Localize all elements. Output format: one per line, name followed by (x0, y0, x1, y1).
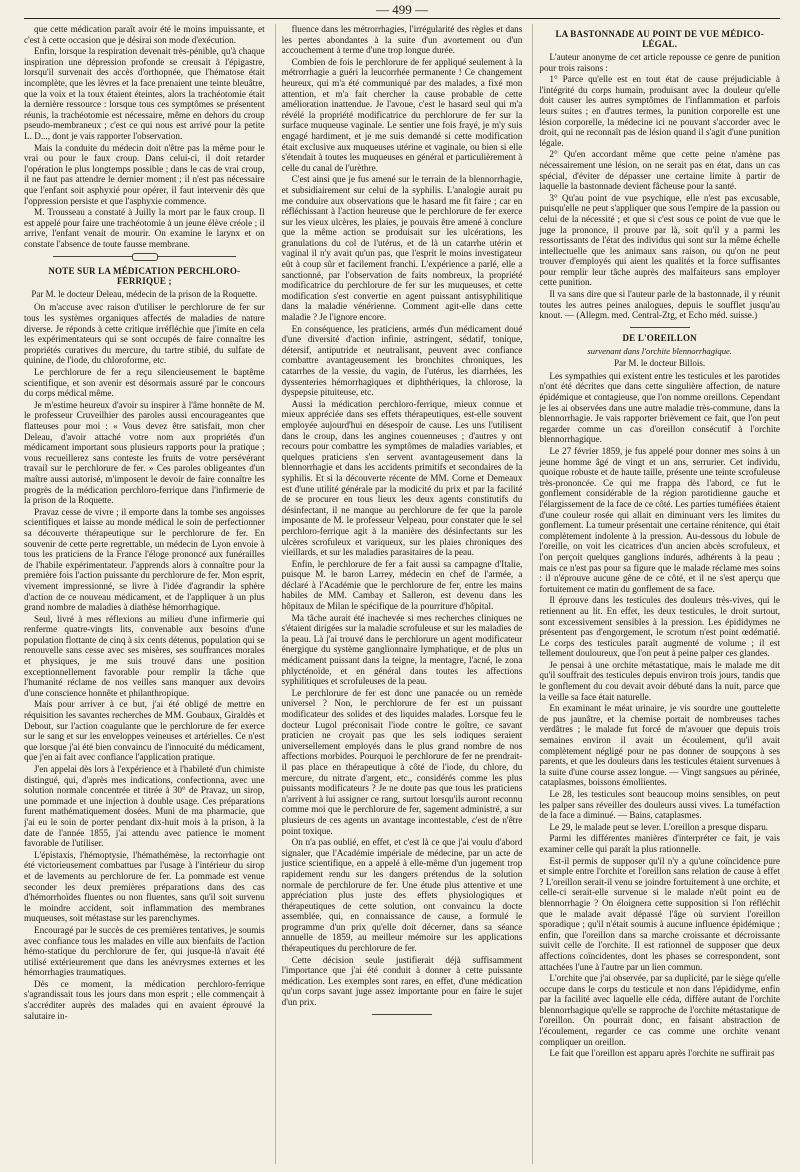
ornament-divider (24, 253, 265, 261)
paragraph: 2° Qu'en accordant même que cette peine n'amène pas nécessairement une lésion, on ne serait pas en état, dans un cas spécial, d'éviter de dépasser une certaine limite à partir de laquelle la bastonnade devient fâcheuse pour la santé. (539, 149, 781, 192)
paragraph: Mais la conduite du médecin doit n'être pas la même pour le vrai ou pour le faux croup. Dans celui-ci, il doit retarder l'opération le plus longtemps possible ; dans le cas de vrai croup, il ne faut pas attendre le dernier moment ; il n'est pas nécessaire que l'enfant soit asphyxié pour opérer, il faut intervenir dès que l'oppression persiste et que l'asphyxie commence. (24, 142, 265, 206)
paragraph: Enfin, lorsque la respiration devenait très-pénible, qu'à chaque inspiration une dépression profonde se creusait à l'épigastre, lorsqu'il survenait des accès d'orthopnée, que l'hématose était incomplète, que les lèvres et la face prenaient une teinte bleuâtre, que la voix et la toux étaient éteintes, alors la trachéotomie était la dernière ressource : lorsque tous ces symptômes se présentent réunis, la trachéotomie est nécessaire, même en dehors du croup pseudo-membraneux ; c'est ce qui nous est arrivé pour la petite L. D..., dont je vais rapporter l'observation. (24, 46, 265, 141)
paragraph: L'orchite que j'ai observée, par sa duplicité, par le siège qu'elle occupe dans le corps du testicule et non dans l'épididyme, enfin par la facilité avec laquelle elle céda, diffère autant de l'orchite blennorrhagique qu'elle se rapproche de l'orchite métastatique de l'oreillon. On pourrait donc, en faisant abstraction de l'écoulement, regarder ce cas comme une orchite venant compliquer un oreillon. (539, 973, 781, 1047)
paragraph: En examinant le méat urinaire, je vis sourdre une gouttelette de pus jaunâtre, et la chemise portait de nombreuses taches verdâtres ; le malade fut forcé de m'avouer que depuis trois semaines environ il avait un écoulement, qu'il avait complètement négligé pour ne pas donner de soupçons à ses parents, et que les douleurs dans les testicules étaient survenues à la suite d'une course assez longue. — Vingt sangsues au périnée, cataplasmes, boissons émollientes. (539, 703, 781, 788)
paragraph: Le 28, les testicules sont beaucoup moins sensibles, on peut les palper sans réveiller des douleurs aussi vives. La tuméfaction de la face a diminué. — Bains, cataplasmes. (539, 789, 781, 821)
paragraph: C'est ainsi que je fus amené sur le terrain de la blennorrhagie, et subsidiairement sur celui de la syphilis. L'analogie aurait pu me conduire aux observations que le hasard me fit faire ; car en réfléchissant à l'action heureuse que le perchlorure de fer exerce sur les vieux ulcères, les plaies, je pouvais être amené à conclure que la même action se produisait sur les ulcérations, les granulations du col de l'utérus, et de là un catarrhe utérin et vaginal il n'y avait qu'un pas, que l'esprit le moins investigateur eût à coup sûr et facilement franchi. L'expérience a parlé, elle a sanctionné, par l'observation de faits nombreux, la propriété modificatrice du perchlorure de fer sur les muqueuses, et cette modification s'est convertie en agent puissant antisyphilitique dans la maladie vénérienne. Comment agit-elle dans cette maladie ? Je l'ignore encore. (281, 174, 523, 323)
paragraph: Dès ce moment, la médication perchloro-ferrique s'agrandissait tous les jours dans mon esprit ; elle commençait à s'accréditer auprès des malades qui en avaient éprouvé la salutaire in- (24, 978, 265, 1021)
paragraph: Est-il permis de supposer qu'il n'y a qu'une coïncidence pure et simple entre l'orchite et l'oreillon sans relation de cause à effet ? L'oreillon serait-il venu se joindre fortuitement à une orchite, et celle-ci serait-elle survenue si le malade n'eût point eu de blennorrhagie ? On éloignera cette supposition si l'on réfléchit que le malade avait dépassé l'âge où survient l'oreillon sporadique ; qu'il n'était soumis à aucune influence épidémique ; enfin, que l'oreillon dans sa marche croissante et décroissante suivit celle de l'orchite. Il est rationnel de supposer que deux affections coïncidentes, dont les phases se correspondent, sont attachées l'une à l'autre par un lien commun. (539, 855, 781, 972)
paragraph: Le perchlorure de fer a reçu silencieusement le baptême scientifique, et son avenir est désormais assuré par le concours du corps médical même. (24, 367, 265, 399)
paragraph: Le fait que l'oreillon est apparu après l'orchite ne suffirait pas (549, 1048, 775, 1059)
article-byline: Par M. le docteur Billois. (614, 357, 706, 368)
paragraph: Je m'estime heureux d'avoir su inspirer à l'âme honnête de M. le professeur Cruveilhier des paroles aussi encourageantes que flatteuses pour moi : « Vous devez être satisfait, mon cher Deleau, d'avoir attaché votre nom aux propriétés d'un médicament important sous plusieurs rapports pour la pratique ; vous recueillerez sans conteste les fruits de votre persévérant travail sur le perchlorure de fer. » Ces paroles obligeantes d'un maître aussi autorisé, m'imposent le devoir de faire connaître les progrès de la médication perchloro-ferrique dans l'infirmerie de la prison de la Roquette. (24, 399, 265, 506)
paragraph: Le perchlorure de fer est donc une panacée ou un remède universel ? Non, le perchlorure de fer est un puissant modificateur des solides et des liquides malades. Lorsque feu le docteur Lugol préconisait l'iode contre le goître, ce savant praticien ne croyait pas que les sels iodiques seraient universellement employés dans le plus grand nombre de nos affections morbides. Pourquoi le perchlorure de fer ne prendrait-il pas place en thérapeutique à côté de l'iode, du chlore, du mercure, du nitrate d'argent, etc., considérés comme les plus puissants modificateurs ? Je ne doute pas que tous les praticiens n'arrivent à lui assigner ce rang, surtout lorsqu'ils auront reconnu comme moi que le perchlorure de fer, sagement administré, a sur plusieurs de ces agents un avantage incontestable, c'est de n'être point toxique. (281, 687, 523, 836)
column-1 (24, 24, 265, 1164)
paragraph: M. Trousseau a constaté à Juilly la mort par le faux croup. Il est appelé pour faire une trachéotomie à un jeune élève créole ; il arrive, l'enfant venait de mourir. On examine le larynx et on constate l'absence de toute fausse membrane. (24, 207, 265, 249)
article-byline: Par M. le docteur Deleau, médecin de la prison de la Roquette. (31, 289, 258, 300)
article-subtitle: survenant dans l'orchite blennorrhagique. (587, 345, 732, 356)
paragraph: Mais pour arriver à ce but, j'ai été obligé de mettre en réquisition les savantes recherches de MM. Goubaux, Giraldès et Debout, sur l'action coagulante que le perchlorure de fer exerce sur le sang et sur les enveloppes veineuses et artérielles. Ce n'est que lorsque j'ai été bien convaincu de l'innocuité du médicament, que j'en ai fait avec confiance l'application pratique. (24, 699, 265, 763)
paragraph: fluence dans les métrorrhagies, l'irrégularité des règles et dans les pertes abondantes à la suite d'un avortement ou d'un accouchement à terme d'une trop longue durée. (281, 24, 523, 56)
page-number: — 499 — (376, 2, 428, 17)
paragraph: Seul, livré à mes réflexions au milieu d'une infirmerie qui renferme quatre-vingts lits, convenable aux besoins d'une population flottante de cinq à six cents détenus, population qui se renouvelle sans cesse avec ses misères, ses souffrances morales et physiques, je me suis trouvé dans une position exceptionnellement favorable pour remplir la tâche que l'humanité réclame de nos veilles sans manquer aux devoirs d'une conscience honnête et philanthropique. (24, 613, 265, 698)
header-rule (24, 18, 780, 19)
columns (24, 24, 780, 1164)
paragraph: que cette médication paraît avoir été le moins impuissante, et c'est à cette occasion que je désirai son mode d'exécution. (24, 24, 265, 45)
paragraph: J'en appelai dès lors à l'expérience et à l'habileté d'un chimiste distingué, qui, d'après mes indications, confectionna, avec une solution normale concentrée et titrée à 30° de Pravaz, un sirop, une pommade et une injection à double usage. Ces préparations furent mathématiquement dosées. Muni de ma pharmacie, que j'ai eu le soin de porter pendant dix-huit mois à la prison, à la date de l'année 1855, j'ai attendu avec patience le moment favorable de l'utiliser. (24, 764, 265, 849)
paragraph: Le 27 février 1859, je fus appelé pour donner mes soins à un jeune homme âgé de vingt et un ans, serrurier. Cet individu, quoique robuste et de haute taille, présente une teinte scrofuleuse très-prononcée. Ce qui me frappa dès l'abord, ce fut le gonflement considérable de la région parotidienne gauche et l'élargissement de la face de ce côté. Les parties tuméfiées étaient d'une couleur rosée qui allait en diminuant vers les limites du gonflement. La tumeur présentait une certaine rénitence, qui était complètement indolente à la pression. Au-dessous du lobule de l'oreille, on voit les cicatrices d'un ancien abcès scrofuleux, et l'on perçoit quelques ganglions indurés, adhérents à la peau ; mais ce n'est pas pour sa figure que le malade réclame mes soins : il n'éprouve aucune gêne de ce côté, et il ne s'est aperçu que fortuitement ce matin du gonflement de sa face. (539, 446, 781, 594)
column-3 (532, 24, 780, 1164)
paragraph: Je pensai à une orchite métastatique, mais le malade me dit qu'il souffrait des testicules depuis environ trois jours, tandis que le gonflement du cou devait avoir débuté dans la nuit, parce que la veille sa face était naturelle. (539, 659, 781, 702)
paragraph: Les sympathies qui existent entre les testicules et les parotides n'ont été décrites que dans cette singulière affection, de nature épidémique et contagieuse, que l'on nomme oreillons. Cependant je les ai observées dans une autre maladie très-commune, dans la blennorrhagie. Je vais rapporter brièvement ce fait, que l'on peut regarder comme un cas d'oreillon consécutif à l'orchite blennorrhagique. (539, 370, 781, 445)
end-rule (372, 1014, 432, 1015)
paragraph: Le 29, le malade peut se lever. L'oreillon a presque disparu. (549, 821, 769, 832)
paragraph: 1° Parce qu'elle est en tout état de cause préjudiciable à l'intégrité du corps humain, produisant avec la douleur qu'elle doit causer les autres symptômes de l'inflammation et parfois leurs suites ; en d'autres termes, la punition corporelle est une lésion corporelle, la médecine ici ne pouvant s'accorder avec le droit, qui ne reconnaît pas de lésion quand il s'agit d'une punition légale. (539, 74, 781, 148)
paragraph: Cette décision seule justifierait déjà suffisamment l'importance que j'ai été conduit à donner à cette puissante médication. Les exemples sont rares, en effet, d'une médication qu'un corps savant juge assez importante pour en faire le sujet d'un prix. (281, 954, 523, 1008)
paragraph: 3° Qu'au point de vue psychique, elle n'est pas excusable, puisqu'elle ne peut s'appliquer que sous l'empire de la passion ou celui de la nécessité ; et que si c'est sous ce point de vue que le juge la prononce, il prouve par là, soit qu'il y a parmi les ressortissants de l'état des individus qui sont sur la même échelle intellectuelle que les animaux sans raison, ou qu'on ne peut trouver d'employés qui aient les qualités et la force suffisantes pour remplir leur tâche auprès des malfaiteurs sans employer cette punition. (539, 192, 781, 288)
page-header (24, 0, 780, 22)
paragraph: Parmi les différentes manières d'interpréter ce fait, je vais examiner celle qui paraît la plus rationnelle. (539, 833, 781, 854)
column-2 (275, 24, 523, 1164)
paragraph: L'auteur anonyme de cet article repousse ce genre de punition pour trois raisons : (539, 52, 781, 73)
article-heading-bastonnade: LA BASTONNADE AU POINT DE VUE MÉDICO-LÉGAL. (555, 29, 764, 49)
article-heading-perchlorure: NOTE SUR LA MÉDICATION PERCHLORO-FERRIQUE ; (48, 266, 241, 287)
paragraph: Pravaz cesse de vivre ; il emporte dans la tombe ses angoisses scientifiques et laisse au monde médical le soin de perfectionner sa découverte thérapeutique sur le perchlorure de fer. En souvenir de cette perte regrettable, un médecin de Lyon envoie à tous les praticiens de la France l'éloge prononcé aux funérailles de l'habile expérimentateur. J'apprends alors à connaître pour la première fois l'action puissante du perchlorure de fer. Mon esprit, vivement impressionné, se livre à l'idée d'agrandir la sphère d'action de ce nouveau médicament, et de l'appliquer à un plus grand nombre de maladies à diathèse hémorrhagique. (24, 506, 265, 613)
paragraph: Enfin, le perchlorure de fer a fait aussi sa campagne d'Italie, puisque M. le baron Larrey, médecin en chef de l'armée, a déclaré à l'Académie que le perchlorure de fer, entre les mains habiles de MM. Cambay et Salleron, est devenu dans les hôpitaux de Milan le spécifique de la pourriture d'hôpital. (281, 558, 523, 612)
paragraph: L'épistaxis, l'hémoptysie, l'hémathémèse, la rectorrhagie ont été victorieusement combattues par l'usage à l'intérieur du sirop et de lavements au perchlorure de fer. La pommade est venue seconder les deux premières préparations dans des cas d'hémorrhoïdes fluentes ou non fluentes, sans qu'il soit survenu le moindre accident, soit inflammation des membranes muqueuses, soit métastase sur les parenchymes. (24, 849, 265, 924)
paragraph: Combien de fois le perchlorure de fer appliqué seulement à la métrorrhagie a guéri la leucorrhée permanente ! Ce changement heureux, qui m'a été communiqué par des malades, a fixé mon attention, et m'a fait chercher la cause probable de cette amélioration inattendue. Je l'avoue, c'est le hasard seul qui m'a révélé la propriété modificatrice du perchlorure de fer sur la surface muqueuse vaginale. Le sentier une fois frayé, je m'y suis engagé hardiment, et je me suis demandé si cette modification était exclusive aux muqueuses utérine et vaginale, ou bien si elle s'étendait à toutes les muqueuses en général et particulièrement à celle du canal de l'urèthre. (281, 56, 523, 173)
section-rule (630, 327, 690, 328)
paragraph: On m'accuse avec raison d'utiliser le perchlorure de fer sur tous les systèmes organiques affectés de maladies de nature diverse. Je réponds à cette critique irréfléchie que j'imite en cela les expérimentateurs qui se sont occupés de faire connaître les propriétés curatives du mercure, du tartre stibié, du sulfate de quinine, de l'iode, du chloroforme, etc. (24, 302, 265, 366)
paragraph: Il éprouve dans les testicules des douleurs très-vives, qui le retiennent au lit. En effet, les deux testicules, le droit surtout, sont excessivement sensibles à la pression. Les épididymes ne présentent pas d'engorgement, le scrotum n'est point œdématié. Le corps des testicules paraît augmenté de volume ; il est tellement douloureux, que l'on peut à peine palper ces glandes. (539, 595, 781, 659)
paragraph: On n'a pas oublié, en effet, et c'est là ce que j'ai voulu d'abord signaler, que l'Académie impériale de médecine, par un acte de justice scientifique, en a appelé à elle-même d'un jugement trop rapidement rendu sur les dangers prétendus de la solution normale de perchlorure de fer. Une étude plus attentive et une appréciation plus juste des effets physiologiques et thérapeutiques de cette solution, ont convaincu la docte assemblée, qui, en connaissance de cause, a formulé le programme d'un prix qu'elle doit décerner, dans sa séance annuelle de 1859, au meilleur mémoire sur les applications thérapeutiques du perchlorure de fer. (281, 837, 523, 954)
paragraph: Il va sans dire que si l'auteur parle de la bastonnade, il y réunit toutes les autres peines analogues, depuis le soufflet jusqu'au knout. — (Allegm. med. Central-Ztg, et Echo méd. suisse.) (539, 289, 781, 321)
paragraph: En conséquence, les praticiens, armés d'un médicament doué d'une diversité d'action infinie, astringent, sédatif, tonique, détersif, antiputride et neutralisant, peuvent avec confiance combattre avantageusement les bronchites chroniques, les catarrhes de la vessie, du vagin, de l'utérus, les diarrhées, les dyssenteries hémorrhagiques et diphthériques, la chlorose, la dyspepsie pituiteuse, etc. (281, 323, 523, 398)
paragraph: Encouragé par le succès de ces premières tentatives, je soumis avec confiance tous les malades en ville aux bienfaits de l'action hémo-statique du perchlorure de fer, qui jusque-là n'avait été utilisé extérieurement que dans les anévrysmes externes et les hémorrhagies traumatiques. (24, 924, 265, 978)
paragraph: Ma tâche aurait été inachevée si mes recherches cliniques ne s'étaient dirigées sur la maladie scrofuleuse et sur les maladies de la peau. Là j'ai trouvé dans le perchlorure un agent modificateur énergique du système ganglionnaire lymphatique, et de plus un médicament puissant dans la teigne, la mentagre, l'acné, le zona phlycténoïde, et en général dans toutes les affections syphilitiques et scrofuleuses de la peau. (281, 612, 523, 687)
article-heading-oreillon: DE L'OREILLON (622, 332, 697, 343)
paragraph: Aussi la médication perchloro-ferrique, mieux connue et mieux appréciée dans ses effets thérapeutiques, est-elle souvent employée aujourd'hui en désespoir de cause. Les uns l'utilisent dans le croup, dans les angines couenneuses ; d'autres y ont recours pour combattre les symptômes de maladies variables, et quelques praticiens s'en servent avantageusement dans la blennorrhagie et dans les accidents primitifs et secondaires de la syphilis. Et si la découverte récente de MM. Corne et Demeaux est d'une utilité générale par la modicité du prix et par la facilité de se procurer en tous lieux les deux agents constitutifs du désinfectant, il ne manque au perchlorure de fer que la parole imposante de M. le professeur Velpeau, pour constater que le sel perchloro-ferrique agit à la manière des désinfectants sur les ulcères scrofuleux et variqueux, sur les plaies chroniques des vieillards, et sur les maladies parasitaires de la peau. (281, 398, 523, 558)
